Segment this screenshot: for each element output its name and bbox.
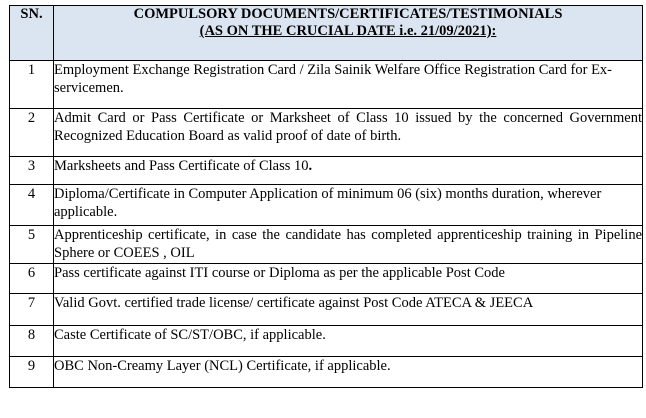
table-title-header [54, 6, 643, 61]
row-number: 9 [10, 357, 54, 388]
row-description: Pass certificate against ITI course or Diploma as per the applicable Post Code [54, 264, 643, 294]
row-number: 4 [10, 185, 54, 226]
row-description: Caste Certificate of SC/ST/OBC, if applicable. [54, 326, 643, 357]
table-row [10, 157, 643, 185]
row-description: Employment Exchange Registration Card / Zila Sainik Welfare Office Registration Card for Ex-servicemen. [54, 61, 643, 109]
row-description: Valid Govt. certified trade license/ certificate against Post Code ATECA & JEECA [54, 294, 643, 326]
row-number: 8 [10, 326, 54, 357]
row-description-period: . [308, 158, 313, 174]
table-title-line2: (AS ON THE CRUCIAL DATE i.e. 21/09/2021): [199, 23, 497, 39]
row-number: 7 [10, 294, 54, 326]
row-description: Diploma/Certificate in Computer Application of minimum 06 (six) months duration, wherever applicable. [54, 185, 643, 226]
row-number: 1 [10, 61, 54, 109]
documents-table [9, 5, 643, 388]
table-row [10, 185, 643, 226]
table-row [10, 264, 643, 294]
row-description [54, 157, 643, 185]
sn-column-header: SN. [10, 6, 54, 61]
table-row [10, 357, 643, 388]
row-description: Admit Card or Pass Certificate or Marksheet of Class 10 issued by the concerned Government Recognized Education Board as valid proof of date of birth. [54, 109, 643, 157]
row-description-text: Marksheets and Pass Certificate of Class 10 [54, 158, 309, 174]
table-row [10, 326, 643, 357]
table-row [10, 226, 643, 264]
table-row [10, 109, 643, 157]
table-header-row [10, 6, 643, 61]
row-description: OBC Non-Creamy Layer (NCL) Certificate, if applicable. [54, 357, 643, 388]
row-number: 6 [10, 264, 54, 294]
row-number: 2 [10, 109, 54, 157]
table-row [10, 294, 643, 326]
table-row [10, 61, 643, 109]
row-description: Apprenticeship certificate, in case the candidate has completed apprenticeship training in Pipeline Sphere or COEES , OIL [54, 226, 643, 264]
table-title-line1: COMPULSORY DOCUMENTS/CERTIFICATES/TESTIMONIALS [133, 6, 563, 22]
row-number: 3 [10, 157, 54, 185]
row-number: 5 [10, 226, 54, 264]
